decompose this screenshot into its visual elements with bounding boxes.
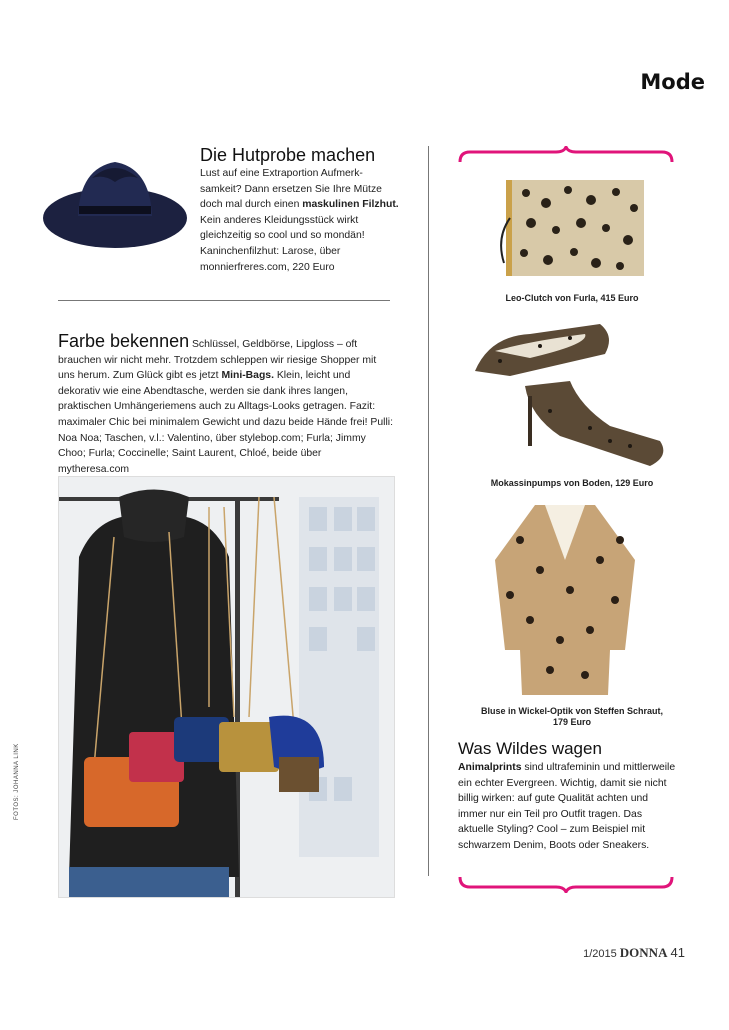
page-footer [583, 945, 685, 961]
clutch-caption: Leo-Clutch von Furla, 415 Euro [505, 293, 639, 303]
wild-article-text: Animalprints sind ultrafeminin und mittlerweile ein echter Evergreen. Wichtig, damit sie nicht billig wirken: auf gute Qualität achten und immer nur ein Teil pro Outfit tragen. Das aktuelle Styling? Cool – zum Beispiel mit schwarzem Denim, Boots oder Sneakers. [458, 762, 676, 851]
pink-brace-top [458, 146, 674, 164]
pink-brace-bottom [458, 875, 674, 893]
page-number: 41 [670, 945, 685, 960]
bags-article-title: Farbe bekennen [58, 331, 190, 351]
leopard-clutch-image [496, 178, 646, 278]
pumps-caption: Mokassinpumps von Boden, 129 Euro [490, 478, 654, 488]
magazine-name: DONNA [619, 945, 668, 960]
bags-article: Farbe bekennen Schlüssel, Geldbörse, Lipgloss – oft brauchen wir nicht mehr. Trotzdem schleppen wir riesige Shopper mit uns herum. Zum Glück gibt es jetzt Mini-Bags. Klein, leicht und dekorativ wie eine Abendtasche, werden sie dank ihres langen, praktischen Umhängeriemens auch zu Alltags-Looks getragen. Fazit: maximaler Chic bei minimalem Gewicht und dazu beide Hände frei! Pulli: Noa Noa; Taschen, v.l.: Valentino, über stylebop.com; Furla; Jimmy Choo; Furla; Coccinelle; Saint Laurent, Chloé, beide über mytheresa.com [58, 331, 393, 475]
leopard-pumps-image [470, 316, 670, 468]
mini-bags-photo [58, 476, 395, 898]
hat-article-title: Die Hutprobe machen [200, 145, 376, 165]
leopard-blouse-image [490, 500, 640, 700]
blouse-caption: Bluse in Wickel-Optik von Steffen Schraut, 179 Euro [481, 706, 663, 727]
issue-number: 1/2015 [583, 948, 617, 960]
felt-hat-image [40, 148, 190, 258]
section-title: Mode [640, 70, 705, 94]
section-divider [58, 300, 390, 301]
mini-bags-illustration [59, 477, 394, 897]
hat-article-text: Lust auf eine Extraportion Aufmerk-samkeit? Dann ersetzen Sie Ihre Mütze doch mal durch einen maskulinen Filzhut. Kein anderes Kleidungsstück wirkt gleichzeitig so cool und so mondän! Kaninchenfilzhut: Larose, über monnierfreres.com, 220 Euro [200, 168, 399, 273]
wild-article-title: Was Wildes wagen [458, 739, 602, 758]
column-divider [428, 146, 429, 876]
photo-credit: FOTOS: JOHANNA LINK [14, 743, 20, 820]
